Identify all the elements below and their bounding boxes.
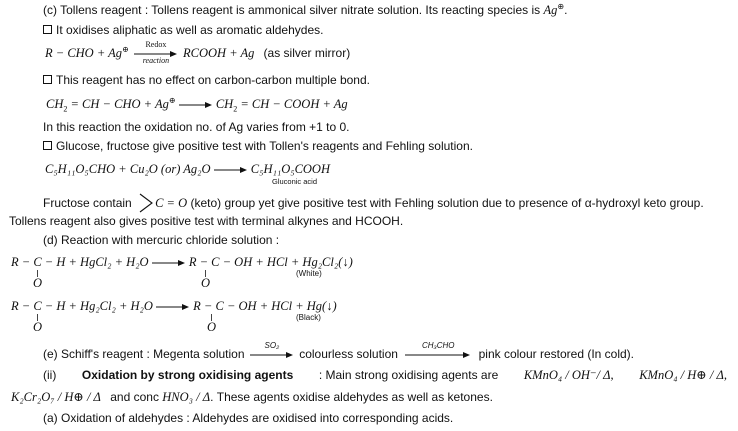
gluconic-acid-label: Gluconic acid [272,177,318,186]
eq1-arrow-below: reaction [142,56,170,66]
eq1-rhs: RCOOH + Ag [183,46,255,61]
equation-hg2cl2 [11,300,337,313]
bullet-box-icon [43,25,52,34]
eq1-charge: ⊕ [122,45,129,54]
strong-oxidising-line [43,369,727,382]
fructose-group: C = O [155,196,188,211]
tollens-alkynes-line: Tollens reagent also gives positive test with terminal alkynes and HCOOH. [9,214,404,228]
bullet-no-effect [43,74,370,86]
schiff-line [43,340,635,361]
eq5-arrow [156,303,190,311]
tollens-heading-text: (c) Tollens reagent : Tollens reagent is ammonical silver nitrate solution. Its reacting species is [43,3,541,17]
eq1-arrow-above: Redox [145,40,167,50]
schiff-arrow-2 [405,340,471,359]
ii-reagent-1: KMnO₄ / OH⁻/ Δ, [523,368,614,382]
equation-hgcl2 [11,256,353,269]
bullet-glucose-text: Glucose, fructose give positive test with Tollen's reagents and Fehling solution. [56,139,473,153]
eq4-oxygen-2: O [201,276,211,290]
eq4-rhs: R − C − OH + HCl + Hg₂Cl₂(↓) [188,255,353,269]
tollens-heading [43,3,567,17]
tollens-species-charge: ⊕ [557,2,565,11]
tollens-species: Ag [543,3,558,17]
ii-pre: (ii) [43,368,57,382]
fructose-pre: Fructose contain [43,196,132,211]
bullet-aldehydes-text: It oxidises aliphatic as well as aromatic aldehydes. [56,23,324,37]
ii-bold: Oxidation by strong oxidising agents [81,368,294,382]
ketone-bracket-icon [139,193,153,215]
eq2-rhs-a: CH [215,97,234,112]
fructose-line [43,193,704,215]
ii-post: : Main strong oxidising agents are [318,368,499,382]
eq4-arrow [152,259,186,267]
bullet-box-icon [43,75,52,84]
schiff-arrow-2-label: CH₃CHO [422,340,455,350]
eq3-lhs: C₅H₁₁O₅CHO + Cu₂O (or) Ag₂O [45,162,211,176]
fructose-post: (keto) group yet give positive test with Fehling solution due to presence of α-hydroxyl keto group. [190,196,704,211]
eq2-lhs-a: CH [46,97,64,112]
eq2-charge: ⊕ [168,96,176,105]
schiff-arrow-1-label: SO₂ [264,340,280,350]
eq5-rhs: R − C − OH + HCl + Hg(↓) [193,299,337,313]
aldehyde-oxidation-line: (a) Oxidation of aldehydes : Aldehydes are oxidised into corresponding acids. [43,411,454,425]
eq5-lhs: R − C − H + Hg₂Cl₂ + H₂O [11,299,153,313]
eq1-lhs: R − CHO + Ag [45,46,123,61]
ii-reagent-2: KMnO₄ / H⊕ / Δ, [639,368,727,382]
eq4-lhs: R − C − H + HgCl₂ + H₂O [11,255,149,269]
schiff-post: pink colour restored (In cold). [478,347,635,361]
equation-redox [45,40,351,66]
eq4-oxygen-1: O [33,276,43,290]
schiff-arrow-1 [250,340,294,359]
tollens-dot: . [564,3,568,17]
strong-oxidising-line-2 [11,391,493,404]
eq1-arrow [134,40,178,66]
ii2-post: and conc [110,390,159,404]
schiff-mid: colourless solution [299,347,398,361]
schiff-pre: (e) Schiff's reagent : Megenta solution [43,347,245,361]
eq3-arrow [214,166,248,174]
eq5-oxygen-2: O [207,320,217,334]
oxidation-number-line: In this reaction the oxidation no. of Ag varies from +1 to 0. [43,120,350,134]
ii-reagent-4: HNO₃ / Δ [162,390,211,404]
eq2-sub1: 2 [63,104,68,114]
eq2-arrow [179,101,213,109]
mercuric-heading: (d) Reaction with mercuric chloride solution : [43,233,280,247]
eq5-black-label: (Black) [296,313,321,322]
eq1-note: (as silver mirror) [263,46,351,61]
eq3-rhs: C₅H₁₁O₅COOH [250,162,330,176]
bullet-glucose [43,140,473,152]
bullet-box-icon [43,141,52,150]
eq4-white-label: (White) [296,269,322,278]
eq2-rhs-b: = CH − COOH + Ag [237,97,348,112]
eq2-sub2: 2 [233,104,238,114]
equation-glucose [45,163,330,176]
bullet-aldehydes [43,24,323,36]
ii2-tail: . These agents oxidise aldehydes as well as ketones. [210,390,493,404]
eq5-oxygen-1: O [33,320,43,334]
ii-reagent-3: K₂Cr₂O₇ / H⊕ / Δ [11,390,101,404]
bullet-no-effect-text: This reagent has no effect on carbon-carbon multiple bond. [56,73,370,87]
eq2-lhs-b: = CH − CHO + Ag [67,97,169,112]
equation-acrolein [46,97,348,114]
